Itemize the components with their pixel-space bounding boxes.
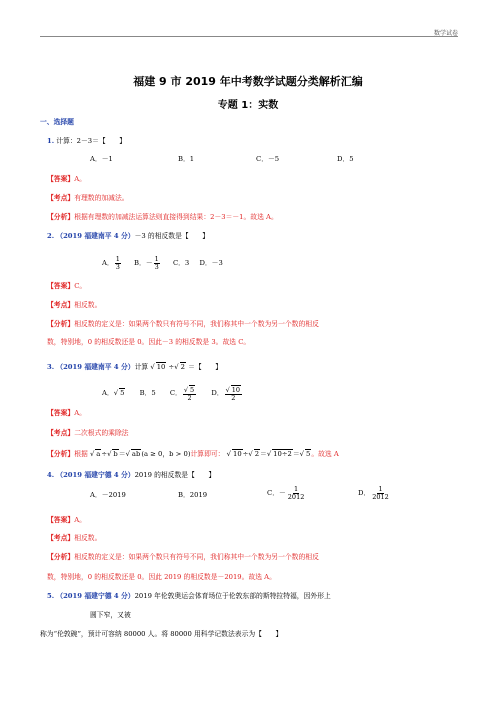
q3-opt-d: D．: [211, 389, 224, 397]
q4-analysis-2: 数，特别地，0 的相反数还是 0。因此 2019 的相反数是－2019。故选 A。: [47, 573, 276, 581]
q4-opt-c: C．－ $\frac{1}{2012}$: [267, 484, 305, 501]
q1-num: 1.: [47, 137, 55, 145]
q4-point: 【考点】相反数。: [47, 534, 102, 542]
q2-opt-d: D．－3: [199, 259, 223, 267]
q1-point: 【考点】有理数的加减法。: [47, 194, 129, 202]
q2-stem: 2. （2019 福建南平 4 分）－3 的相反数是【 】: [47, 232, 210, 240]
q5-stem-2: 圆下窄，又被: [90, 611, 131, 619]
q1-stem: [47, 136, 126, 146]
q1-opt-c: C．－5: [256, 155, 280, 163]
q3-options: A．√ 5 B．5 C． √ $\frac{5}{2}$ D． √ $\frac{10}{2}$: [102, 384, 243, 402]
doc-title: 福建 9 市 2019 年中考数学试题分类解析汇编: [133, 75, 363, 88]
q1-opt-a: A．－1: [90, 155, 113, 163]
q3-answer: 【答案】A。: [47, 409, 86, 417]
q2-opt-a: A．: [102, 259, 114, 267]
q1-text: 计算：2－3＝【 】: [56, 137, 127, 145]
q4-analysis-1: 【分析】相反数的定义是：如果两个数只有符号不同，我们称其中一个数为另一个数的相反: [47, 553, 319, 561]
page-header: [40, 0, 458, 37]
q2-analysis-1: 【分析】相反数的定义是：如果两个数只有符号不同，我们称其中一个数为另一个数的相反: [47, 320, 319, 328]
section-heading: 一、选择题: [40, 118, 74, 126]
q2-opt-a-frac: $\frac{1}{3}$: [115, 254, 120, 271]
q3-point: 【考点】二次根式的乘除法: [47, 429, 129, 437]
q3-analysis: 【分析】根据 √ a÷√ b＝√ ab(a ≥ 0，b > 0)计算即可： √ 10÷√ 2＝√ 10÷2＝√ 5。故选 A: [47, 449, 339, 459]
q4-answer: 【答案】A。: [47, 516, 86, 524]
q1-analysis: 【分析】根据有理数的加减法运算法则直接得到结果：2－3＝－1。故选 A。: [47, 213, 278, 221]
q4-opt-d: D． $\frac{1}{2012}$: [358, 484, 389, 501]
q2-opt-c: C．3: [172, 259, 190, 267]
q4-opt-a: A．－2019: [90, 491, 126, 499]
q3-opt-b: B．5: [139, 389, 156, 397]
q4-opt-b: B．2019: [178, 491, 208, 499]
q1-opt-d: D．5: [337, 155, 354, 163]
q2-opt-b-frac: $\frac{1}{3}$: [154, 254, 159, 271]
q3-stem: 3. （2019 福建南平 4 分）计算 √ 10 ÷√ 2 ＝【 】: [47, 362, 222, 372]
q4-stem: 4. （2019 福建宁德 4 分）2019 的相反数是【 】: [47, 471, 216, 479]
q2-point: 【考点】相反数。: [47, 301, 102, 309]
q2-answer: 【答案】C。: [47, 282, 87, 290]
q1-opt-b: B．1: [178, 155, 195, 163]
q5-stem-3: 称为“伦敦碗”，预计可容纳 80000 人。将 80000 用科学记数法表示为【 】: [40, 630, 283, 638]
q2-options: [102, 254, 223, 272]
q2-opt-b: B．－: [134, 259, 153, 267]
q1-answer: 【答案】A。: [47, 175, 86, 183]
q3-opt-c: C．: [169, 389, 182, 397]
q5-stem-1: 5. （2019 福建宁德 4 分）2019 年伦敦奥运会体育场位于伦敦东部的斯特拉特福，因外形上: [47, 592, 331, 600]
q3-opt-a: A．: [102, 389, 114, 397]
header-label: 数学试卷: [433, 30, 458, 37]
q2-analysis-2: 数，特别地，0 的相反数还是 0。因此－3 的相反数是 3。故选 C。: [47, 338, 251, 346]
doc-subtitle: 专题 1：实数: [217, 100, 279, 111]
